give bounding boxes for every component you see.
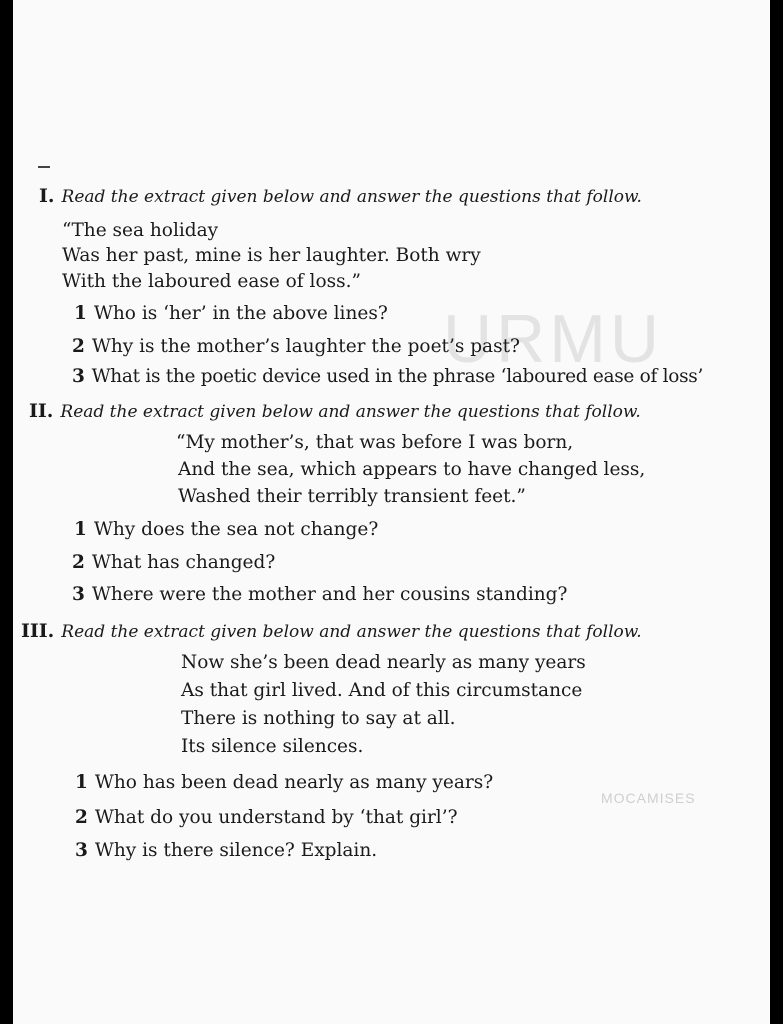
question-number: 3 bbox=[75, 840, 88, 861]
question-text: Where were the mother and her cousins standing? bbox=[91, 584, 568, 605]
question-number: 1 bbox=[74, 303, 87, 324]
section-1-numeral: I. bbox=[39, 185, 55, 207]
section-3-extract-line-2: As that girl lived. And of this circumstance bbox=[181, 680, 583, 701]
section-3-extract-line-1: Now she’s been dead nearly as many years bbox=[181, 652, 586, 673]
section-2-instruction: Read the extract given below and answer the questions that follow. bbox=[60, 402, 641, 422]
section-2-extract-line-2: And the sea, which appears to have changed less, bbox=[178, 459, 646, 480]
section-3-instruction: Read the extract given below and answer the questions that follow. bbox=[61, 622, 642, 642]
section-1-extract-line-2: Was her past, mine is her laughter. Both wry bbox=[62, 245, 481, 266]
section-2-question-1 bbox=[74, 519, 378, 540]
watermark-large: URMU bbox=[443, 301, 663, 377]
watermark-small: MOCAMISES bbox=[601, 790, 696, 806]
question-number: 1 bbox=[75, 772, 88, 793]
question-number: 2 bbox=[75, 807, 88, 828]
section-3-heading bbox=[21, 620, 642, 642]
question-text: Who has been dead nearly as many years? bbox=[94, 772, 494, 793]
section-2-numeral: II. bbox=[29, 400, 54, 422]
question-text: Why does the sea not change? bbox=[93, 519, 379, 540]
section-2-extract-line-3: Washed their terribly transient feet.” bbox=[178, 486, 526, 507]
question-text: What is the poetic device used in the phrase ‘laboured ease of loss’ bbox=[91, 366, 704, 387]
section-3-question-1 bbox=[75, 772, 493, 793]
document-page bbox=[13, 0, 770, 1024]
question-text: What has changed? bbox=[91, 552, 276, 573]
section-3-numeral: III. bbox=[21, 620, 55, 642]
question-text: Why is there silence? Explain. bbox=[94, 840, 378, 861]
question-text: Who is ‘her’ in the above lines? bbox=[93, 303, 388, 324]
section-3-question-2 bbox=[75, 807, 458, 828]
section-3-question-3 bbox=[75, 840, 377, 861]
section-2-question-3 bbox=[72, 584, 567, 605]
section-1-question-2 bbox=[72, 336, 520, 357]
section-1-heading bbox=[39, 185, 642, 207]
question-text: Why is the mother’s laughter the poet’s past? bbox=[91, 336, 520, 357]
question-number: 2 bbox=[72, 336, 85, 357]
question-text: What do you understand by ‘that girl’? bbox=[94, 807, 458, 828]
question-number: 2 bbox=[72, 552, 85, 573]
section-1-extract-line-1: “The sea holiday bbox=[62, 220, 219, 241]
section-2-heading bbox=[29, 400, 641, 422]
question-number: 3 bbox=[72, 584, 85, 605]
page-mark bbox=[38, 166, 50, 168]
question-number: 1 bbox=[74, 519, 87, 540]
question-number: 3 bbox=[72, 366, 85, 387]
section-1-question-1 bbox=[74, 303, 388, 324]
section-1-question-3 bbox=[72, 366, 703, 387]
section-3-extract-line-3: There is nothing to say at all. bbox=[181, 708, 456, 729]
section-1-instruction: Read the extract given below and answer the questions that follow. bbox=[61, 187, 642, 207]
section-3-extract-line-4: Its silence silences. bbox=[181, 736, 364, 757]
section-2-question-2 bbox=[72, 552, 275, 573]
section-2-extract-line-1: “My mother’s, that was before I was born, bbox=[176, 432, 574, 453]
section-1-extract-line-3: With the laboured ease of loss.” bbox=[62, 271, 361, 292]
